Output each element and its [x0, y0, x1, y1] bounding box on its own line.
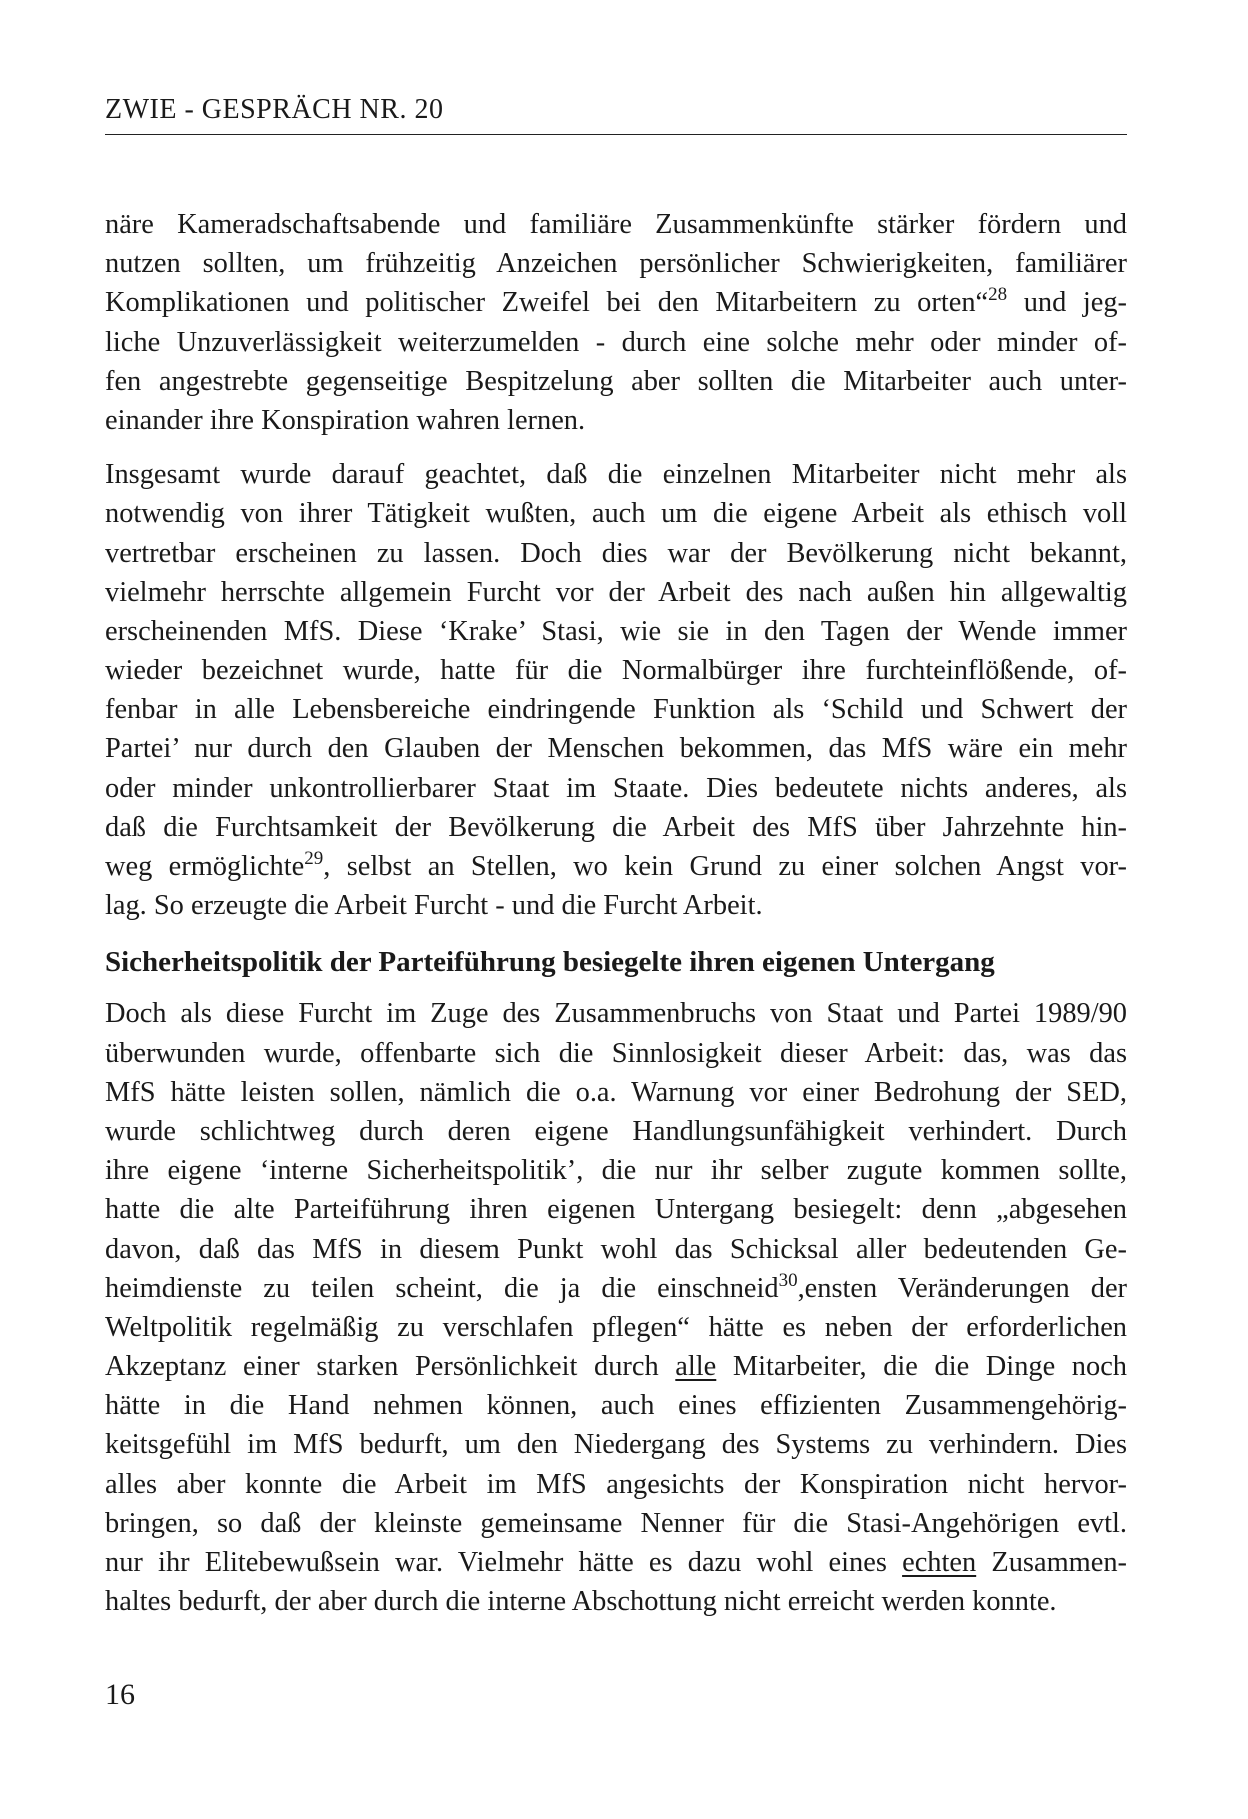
text-line: ihre eigene ‘interne Sicherheitspolitik’, die nur ihr selber zugute kommen sollte,: [105, 1155, 1127, 1187]
text-line: einander ihre Konspiration wahren lernen.: [105, 404, 586, 436]
text-line: hätte in die Hand nehmen können, auch eines effizienten Zusammengehörig-: [105, 1390, 1127, 1422]
underlined-word: echten: [902, 1547, 977, 1578]
text-line: haltes bedurft, der aber durch die interne Abschottung nicht erreicht werden konnte.: [105, 1586, 1057, 1618]
text-line: nutzen sollten, um frühzeitig Anzeichen persönlicher Schwierigkeiten, familiärer: [105, 248, 1127, 280]
page-number: 16: [105, 1678, 135, 1711]
text-line: lag. So erzeugte die Arbeit Furcht - und die Furcht Arbeit.: [105, 890, 763, 922]
text-line: davon, daß das MfS in diesem Punkt wohl das Schicksal aller bedeutenden Ge-: [105, 1233, 1127, 1265]
paragraph-2: [105, 455, 1127, 925]
text-line: Doch als diese Furcht im Zuge des Zusammenbruchs von Staat und Partei 1989/90: [105, 998, 1127, 1030]
text-line: erscheinenden MfS. Diese ‘Krake’ Stasi, wie sie in den Tagen der Wende immer: [105, 615, 1127, 647]
text-line: liche Unzuverlässigkeit weiterzumelden - durch eine solche mehr oder minder of-: [105, 326, 1127, 358]
paragraph-1: [105, 205, 1127, 440]
text-line: daß die Furchtsamkeit der Bevölkerung die Arbeit des MfS über Jahrzehnte hin-: [105, 811, 1127, 843]
footnote-ref[interactable]: 30: [778, 1269, 798, 1291]
footnote-ref[interactable]: 28: [988, 284, 1008, 306]
footnote-ref[interactable]: 29: [304, 848, 324, 869]
text-line: heimdienste zu teilen scheint, die ja die einschneid$^{30}$,ensten Veränderungen der: [105, 1269, 1127, 1304]
text-line: nur ihr Elitebewußsein war. Vielmehr hätte es dazu wohl eines echten Zusammen-: [105, 1547, 1127, 1578]
underlined-word: alle: [675, 1351, 717, 1383]
text-line: keitsgefühl im MfS bedurft, um den Niedergang des Systems zu verhindern. Dies: [105, 1429, 1127, 1461]
text-line: bringen, so daß der kleinste gemeinsame Nenner für die Stasi-Angehörigen evtl.: [105, 1507, 1127, 1539]
running-header: ZWIE - GESPRÄCH NR. 20: [105, 94, 1127, 135]
section-heading: Sicherheitspolitik der Parteiführung besiegelte ihren eigenen Untergang: [105, 946, 995, 979]
main-text: [105, 205, 1127, 1636]
text-line: vertretbar erscheinen zu lassen. Doch dies war der Bevölkerung nicht bekannt,: [105, 537, 1127, 569]
text-line: wurde schlichtweg durch deren eigene Handlungsunfähigkeit verhindert. Durch: [105, 1115, 1127, 1147]
text-line: fenbar in alle Lebensbereiche eindringende Funktion als ‘Schild und Schwert der: [105, 694, 1127, 726]
paragraph-3: [105, 994, 1127, 1621]
text-line: Partei’ nur durch den Glauben der Menschen bekommen, das MfS wäre ein mehr: [105, 733, 1127, 765]
text-line: näre Kameradschaftsabende und familiäre Zusammenkünfte stärker fördern und: [105, 209, 1127, 240]
text-line: MfS hätte leisten sollen, nämlich die o.a. Warnung vor einer Bedrohung der SED,: [105, 1076, 1127, 1108]
text-line: wieder bezeichnet wurde, hatte für die Normalbürger ihre furchteinflößende, of-: [105, 655, 1127, 687]
text-line: Weltpolitik regelmäßig zu verschlafen pflegen“ hätte es neben der erforderlichen: [105, 1311, 1127, 1343]
text-line: Akzeptanz einer starken Persönlichkeit durch alle Mitarbeiter, die die Dinge noch: [105, 1351, 1127, 1383]
text-line: fen angestrebte gegenseitige Bespitzelung aber sollten die Mitarbeiter auch unter-: [105, 365, 1127, 397]
text-line: alles aber konnte die Arbeit im MfS angesichts der Konspiration nicht hervor-: [105, 1468, 1127, 1500]
text-line: Komplikationen und politischer Zweifel bei den Mitarbeitern zu orten“$^{28}$ und jeg-: [105, 284, 1127, 319]
text-line: oder minder unkontrollierbarer Staat im Staate. Dies bedeutete nichts anderes, als: [105, 772, 1127, 804]
text-line: überwunden wurde, offenbarte sich die Sinnlosigkeit dieser Arbeit: das, was das: [105, 1037, 1127, 1069]
text-line: notwendig von ihrer Tätigkeit wußten, auch um die eigene Arbeit als ethisch voll: [105, 498, 1127, 530]
text-line: Insgesamt wurde darauf geachtet, daß die einzelnen Mitarbeiter nicht mehr als: [105, 459, 1127, 491]
text-line: vielmehr herrschte allgemein Furcht vor der Arbeit des nach außen hin allgewaltig: [105, 576, 1127, 608]
text-line: weg ermöglichte$^{29}$, selbst an Stellen, wo kein Grund zu einer solchen Angst vor-: [105, 848, 1127, 882]
text-line: hatte die alte Parteiführung ihren eigenen Untergang besiegelt: denn „abgesehen: [105, 1194, 1127, 1226]
